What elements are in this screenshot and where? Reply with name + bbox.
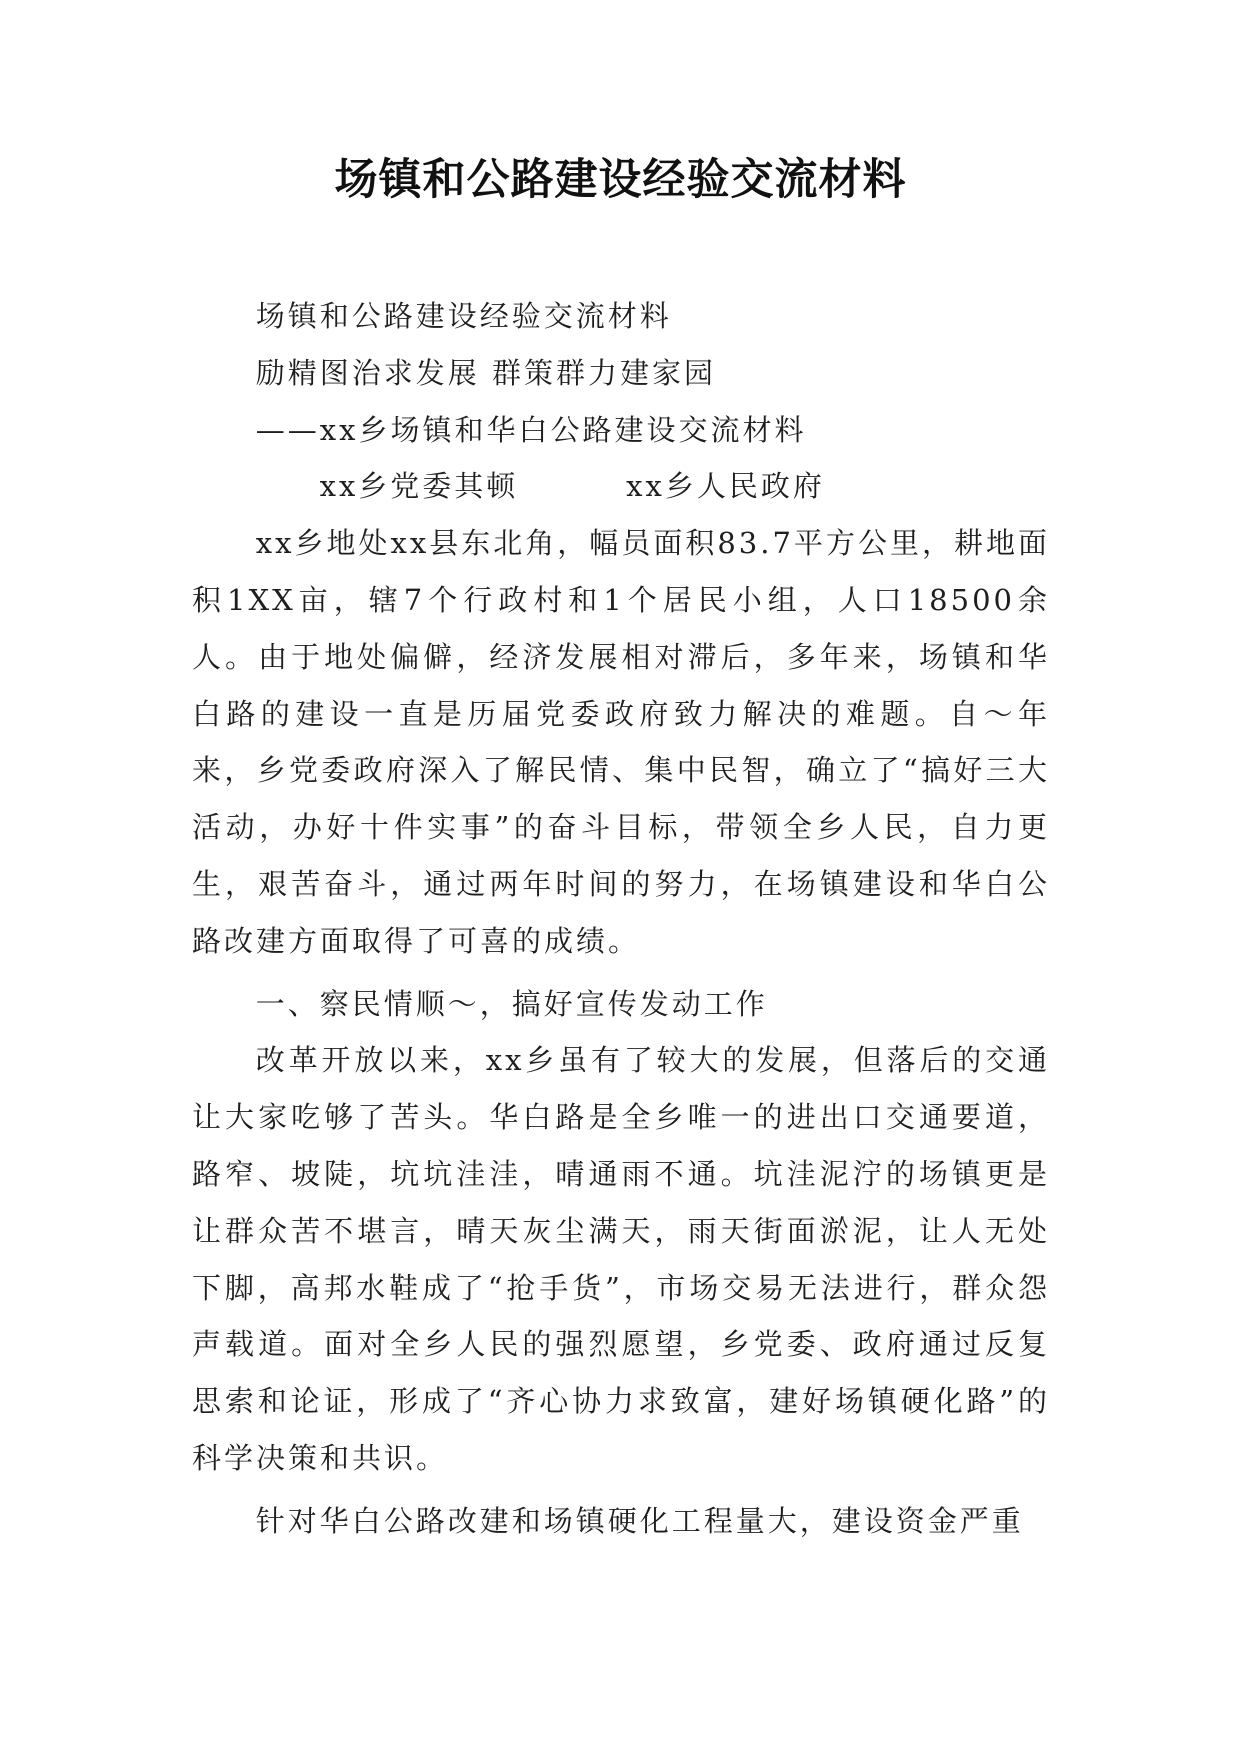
byline: ——xx乡场镇和华白公路建设交流材料 — [255, 412, 807, 447]
intro-paragraph: xx乡地处xx县东北角，幅员面积83.7平方公里，耕地面积1XX亩，辖7个行政村和1个居民小组，人口18500余人。由于地处偏僻，经济发展相对滞后，多年来，场镇和华白路的建设一直是历届党委政府致力解决的难题。自～年来，乡党委政府深入了解民情、集中民智，确立了“搞好三大活动，办好十件实事”的奋斗目标，带领全乡人民，自力更生，艰苦奋斗，通过两年时间的努力，在场镇建设和华白公路改建方面取得了可喜的成绩。 — [192, 526, 1050, 958]
body-paragraph: 改革开放以来，xx乡虽有了较大的发展，但落后的交通让大家吃够了苦头。华白路是全乡唯一的进出口交通要道，路窄、坡陡，坑坑洼洼，晴通雨不通。坑洼泥泞的场镇更是让群众苦不堪言，晴天灰尘满天，雨天街面淤泥，让人无处下脚，高邦水鞋成了“抢手货”，市场交易无法进行，群众怨声载道。面对全乡人民的强烈愿望，乡党委、政府通过反复思索和论证，形成了“齐心协力求致富，建好场镇硬化路”的科学决策和共识。 — [192, 1043, 1050, 1475]
subtitle-line: 场镇和公路建设经验交流材料 — [255, 299, 672, 333]
signatory-party-committee: xx乡党委其顿 — [319, 469, 519, 504]
document-body — [192, 288, 1050, 1550]
body-paragraph: 针对华白公路改建和场镇硬化工程量大，建设资金严重 — [255, 1503, 1024, 1538]
signatories-line — [192, 458, 1050, 515]
signatory-government: xx乡人民政府 — [626, 469, 825, 504]
section-heading: 一、察民情顺～，搞好宣传发动工作 — [255, 986, 768, 1021]
motto-line: 励精图治求发展 群策群力建家园 — [255, 355, 717, 390]
document-title: 场镇和公路建设经验交流材料 — [334, 155, 907, 205]
